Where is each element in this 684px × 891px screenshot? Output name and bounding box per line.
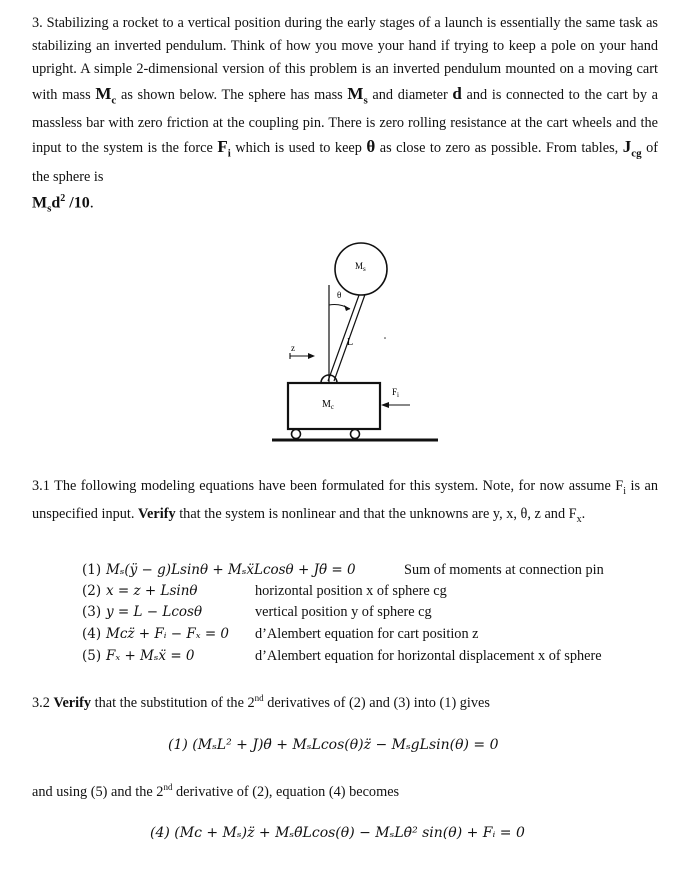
mc-symbol: $M_c$ [95,83,117,106]
text-after-fi: which is used to keep [235,140,362,157]
d-symbol: d [452,83,462,103]
rod-length-label: L [347,337,354,348]
text-after-d: and is connected to the cart by a massless bar with zero friction at the coupling pin. There is zero rolling resistance at the cart wheels and the input to the system is the force [32,86,658,157]
intro-text: 3. Stabilizing a rocket to a vertical position during the early stages of a launch is essentially the same task as stabilizing an inverted pendulum. Think of how you move your hand if trying to keep a pole on your hand upright. A simple 2-dimensional version of this problem is an inverted pendulum mounted on a moving cart with mass [32,15,658,103]
theta-label: θ [337,290,342,300]
problem-statement [32,12,658,189]
right-wheel [351,430,360,439]
pendulum-cart-diagram [260,235,460,450]
part-3-2-intro: 3.2 Verify that the substitution of the 2nd derivatives of (2) and (3) into (1) gives [32,693,490,711]
jcg-symbol: $J_{cg}$ [622,137,642,160]
derived-equation-4: (4) (Mᴄ + Mₛ)z̈ + Mₛθ̈Lcos(θ) − MₛLθ̇² sin(θ) + Fᵢ = 0 [150,825,525,841]
fi-symbol: $F_i$ [217,137,231,160]
document-page: 3. Stabilizing a rocket to a vertical position during the early stages of a launch is essentially the same task as stabilizing an inverted pendulum. Think of how you move your hand if trying to keep a pole on your hand upright. A simple 2-dimensional version of this problem is an inverted pendulum mounted on a moving cart with mass $M_c$ as shown below. The sphere has mass $M_s$ and diameter d and is connected to the cart by a massless bar with zero friction at the coupling pin. There is zero rolling resistance at the cart wheels and the input to the system is the force $F_i$ which is used to keep θ as close to zero as possible. From tables, $J_{cg}$ of the sphere is $M_sd^2$ /10. $M_c$ $M_s$ θ L z $F_i$ 3.1 The following modeling equations have been formulated for this system. Note, for now assume $F_i$ is an unspecified input. Verify that the system is nonlinear and that the unknowns are y, x, θ, z and $F_x$. (1) Mₛ(ÿ − g)Lsinθ + MₛẍLcosθ + Jθ̈ = 0 Sum of moments at connection pin (2) x = z + Lsinθ horizontal position x of sphere cg (3) y = L − Lcosθ vertical position y of sphere cg (4) Mᴄz̈ + Fᵢ − Fₓ = 0 d’Alembert equation for cart position z (5) Fₓ + Mₛẍ = 0 d’Alembert equation for horizontal displacement x of sphere 3.2 Verify that the substitution of the 2nd derivatives of (2) and (3) into (1) gives (1) (MₛL² + J)θ̈ + MₛLcos(θ)z̈ − MₛgLsin(θ) = 0 and using (5) and the 2nd derivative of (2), equation (4) becomes (4) (Mᴄ + Mₛ)z̈ + Mₛθ̈Lcos(θ) − MₛLθ̇² sin(θ) + Fᵢ = 0 [0,0,684,891]
part-3-2-middle-text: and using (5) and the 2nd derivative of (2), equation (4) becomes [32,782,400,800]
sphere-label: $M_s$ [355,261,366,273]
z-label: z [291,343,295,353]
cart-label: $M_c$ [322,399,335,411]
left-wheel [292,430,301,439]
part-3-1-intro: 3.1 The following modeling equations have been formulated for this system. Note, for now assume $F_i$ is an unspecified input. Verify that the system is nonlinear and that the unknowns are y, x, θ, z and $F_x$. [32,478,658,525]
ms-symbol: $M_s$ [347,83,368,106]
text-after-mc: as shown below. The sphere has mass [120,86,343,103]
text-after-theta: as close to zero as possible. From tables, [379,140,619,157]
text-diameter: and diameter [372,86,448,103]
verify-word: Verify [138,505,176,522]
derived-equation-1: (1) (MₛL² + J)θ̈ + MₛLcos(θ)z̈ − MₛgLsin(θ) = 0 [168,737,499,753]
text-after-jcg: of the sphere is [32,140,658,185]
jcg-formula: $M_sd^2$ /10. [32,193,94,215]
theta-symbol: θ [366,137,376,157]
force-label: $F_i$ [392,387,399,399]
